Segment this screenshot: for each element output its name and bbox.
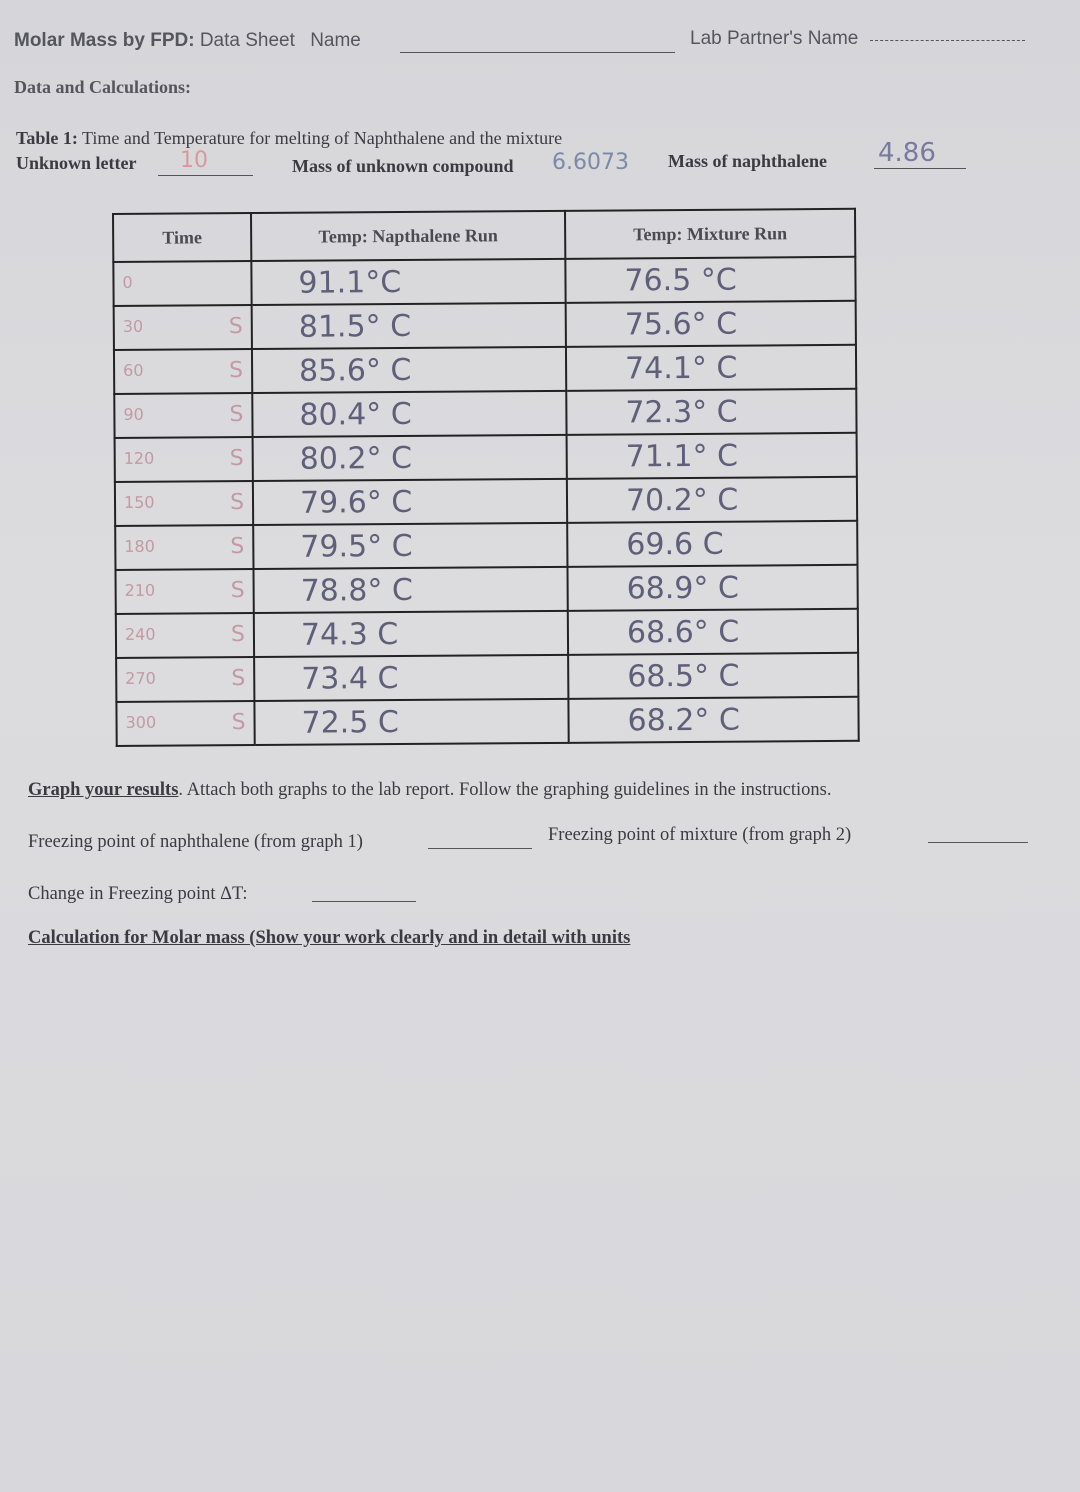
fp-naphthalene-blank (428, 848, 532, 849)
mixture-temp-cell: 70.2° C (625, 482, 739, 518)
delta-t-blank (312, 901, 416, 902)
unknown-letter-line (158, 175, 253, 176)
section-title: Data and Calculations: (14, 77, 192, 97)
solid-mark: S (231, 710, 246, 736)
sheet-title (14, 30, 361, 52)
mixture-temp-cell: 68.5° C (627, 658, 740, 694)
naphthalene-temp-cell: 79.5° C (300, 528, 413, 565)
mass-naph-line (874, 168, 966, 169)
naphthalene-temp-cell: 78.8° C (300, 572, 414, 609)
solid-mark: S (228, 314, 243, 340)
table-row (115, 521, 857, 570)
time-cell: 240 (124, 624, 156, 644)
table-row (116, 609, 858, 658)
table-row (116, 697, 858, 746)
header-mixture: Temp: Mixture Run (565, 209, 855, 259)
graph-results-link[interactable]: Graph your results (28, 780, 179, 800)
solid-mark: S (229, 402, 244, 428)
mixture-temp-cell: 74.1° C (624, 350, 738, 386)
solid-mark: S (229, 358, 244, 384)
time-cell: 120 (123, 448, 155, 468)
table-caption-label: Table 1: (16, 128, 78, 148)
table-row (114, 389, 856, 438)
mass-unknown-label: Mass of unknown compound (292, 156, 514, 176)
name-line (400, 52, 675, 53)
mixture-temp-cell: 76.5 °C (624, 262, 737, 298)
mixture-temp-cell: 68.6° C (626, 614, 740, 650)
time-temperature-table (112, 208, 860, 747)
table-row (116, 653, 858, 702)
time-cell: 30 (122, 316, 144, 336)
graph-instruction (28, 780, 1068, 801)
table-caption (16, 128, 562, 149)
time-cell: 90 (123, 404, 144, 424)
solid-mark: S (229, 490, 245, 516)
table-row (115, 433, 857, 482)
naphthalene-temp-cell: 80.4° C (299, 396, 412, 433)
solid-mark: S (229, 446, 244, 472)
table-row (115, 477, 857, 526)
fp-mixture-blank (928, 842, 1028, 843)
mass-unknown-value: 6.6073 (552, 150, 629, 175)
table-caption-text: Time and Temperature for melting of Naphthalene and the mixture (82, 128, 563, 148)
time-cell: 150 (123, 492, 155, 512)
delta-t-label: Change in Freezing point ΔT: (28, 884, 248, 904)
naphthalene-temp-cell: 72.5 C (301, 704, 399, 741)
name-label: Name (310, 30, 361, 51)
sheet-title-bold: Molar Mass by FPD: (14, 30, 195, 51)
naphthalene-temp-cell: 85.6° C (298, 352, 412, 389)
naphthalene-temp-cell: 74.3 C (300, 616, 399, 653)
time-cell: 180 (124, 536, 155, 556)
partner-line (870, 40, 1025, 41)
fp-naphthalene-label: Freezing point of naphthalene (from graph 1) (28, 832, 363, 852)
molar-mass-calc-heading: Calculation for Molar mass (Show your work clearly and in detail with units (28, 928, 631, 948)
mixture-temp-cell: 68.2° C (627, 702, 740, 738)
table-row (113, 257, 855, 306)
mass-naph-value: 4.86 (878, 138, 936, 168)
time-cell: 0 (122, 272, 133, 292)
unknown-letter-value: 10 (180, 148, 208, 173)
time-cell: 210 (124, 580, 156, 600)
fp-mixture-label: Freezing point of mixture (from graph 2) (548, 825, 852, 845)
time-cell: 270 (125, 668, 156, 688)
graph-instruction-text: . Attach both graphs to the lab report. Follow the graphing guidelines in the instructions. (178, 780, 832, 800)
sheet-title-rest: Data Sheet (199, 30, 295, 51)
table-row (115, 565, 857, 614)
header-time: Time (113, 213, 251, 262)
solid-mark: S (230, 534, 245, 560)
mixture-temp-cell: 68.9° C (626, 570, 740, 606)
mixture-temp-cell: 72.3° C (625, 394, 738, 430)
header-naphthalene: Temp: Napthalene Run (251, 211, 565, 261)
mixture-temp-cell: 75.6° C (624, 306, 738, 342)
naphthalene-temp-cell: 80.2° C (299, 440, 413, 477)
time-cell: 60 (123, 360, 144, 380)
unknown-letter-label: Unknown letter (16, 153, 137, 173)
table-row (114, 301, 856, 350)
time-cell: 300 (125, 712, 157, 732)
table-header-row (113, 209, 855, 262)
table-row (114, 345, 856, 394)
naphthalene-temp-cell: 81.5° C (298, 308, 412, 345)
naphthalene-temp-cell: 79.6° C (299, 484, 413, 521)
naphthalene-temp-cell: 73.4 C (301, 660, 399, 697)
solid-mark: S (231, 666, 246, 692)
partner-label: Lab Partner's Name (690, 28, 859, 49)
mixture-temp-cell: 71.1° C (625, 438, 739, 474)
solid-mark: S (230, 578, 245, 604)
solid-mark: S (230, 622, 246, 648)
mixture-temp-cell: 69.6 C (626, 526, 724, 562)
mass-naph-label: Mass of naphthalene (668, 151, 828, 171)
naphthalene-temp-cell: 91.1°C (298, 264, 402, 301)
